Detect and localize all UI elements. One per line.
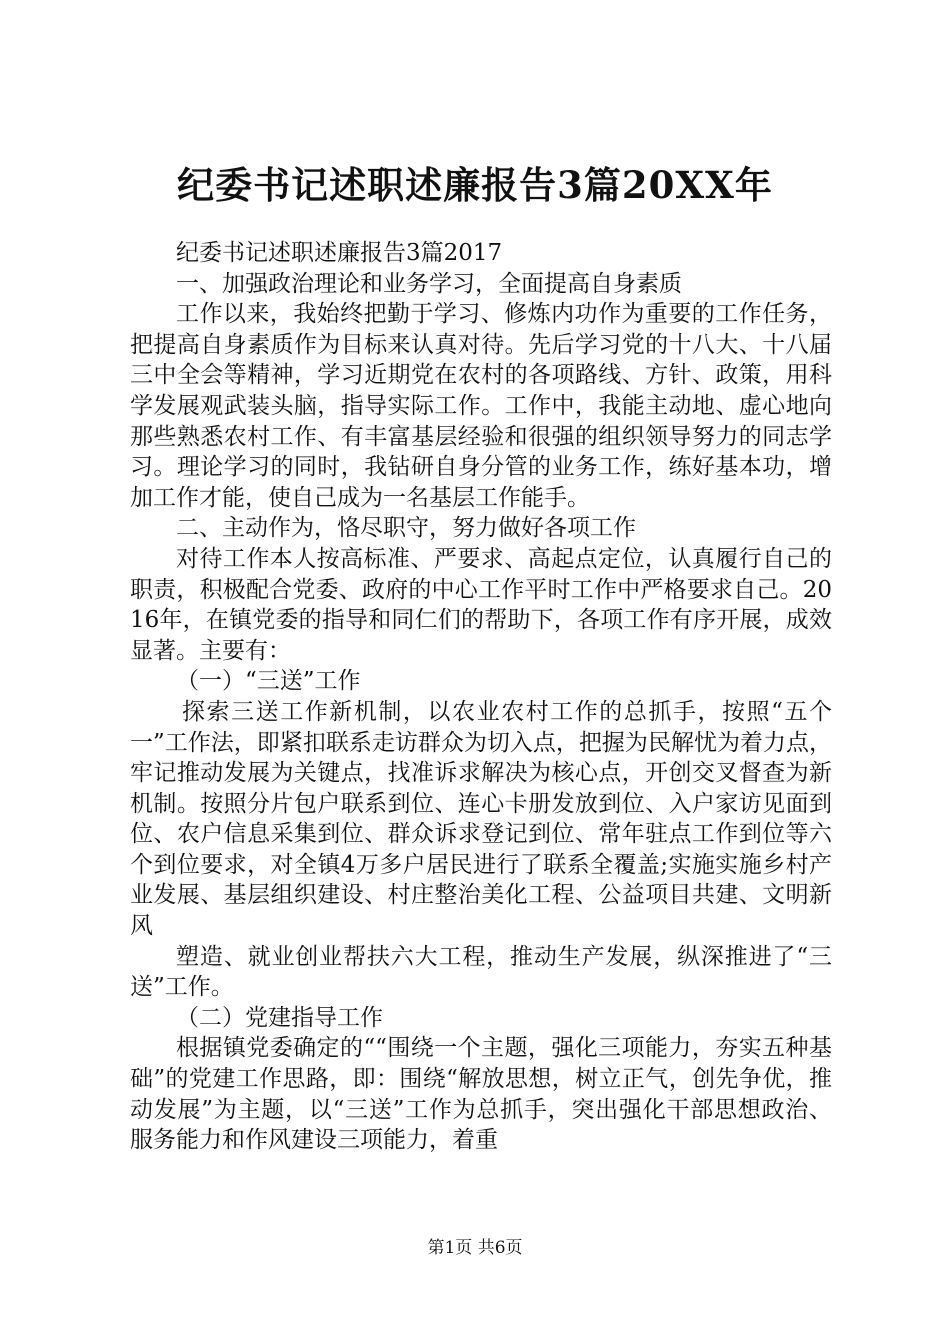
paragraph: 根据镇党委确定的““围绕一个主题，强化三项能力，夯实五种基础”的党建工作思路，即：围绕“解放思想，树立正气，创先争优，推动发展”为主题，以“三送”工作为总抓手，突出强化干部思想政治、服务能力和作风建设三项能力，着重 (130, 1035, 832, 1154)
document-title: 纪委书记述职述廉报告3篇20XX年 (177, 163, 773, 207)
section-heading-2: 二、主动作为，恪尽职守，努力做好各项工作 (176, 515, 636, 542)
paragraph: 塑造、就业创业帮扶六大工程，推动生产发展，纵深推进了“三送”工作。 (130, 943, 832, 1001)
section-heading-1: 一、加强政治理论和业务学习，全面提高自身素质 (176, 270, 682, 297)
paragraph: 探索三送工作新机制，以农业农村工作的总抓手，按照“五个一”工作法，即紧扣联系走访群众为切入点，把握为民解忧为着力点，牢记推动发展为关键点，找准诉求解决为核心点，开创交叉督查为新机制。按照分片包户联系到位、连心卡册发放到位、入户家访见面到位、农户信息采集到位、群众诉求登记到位、常年驻点工作到位等六个到位要求，对全镇4万多户居民进行了联系全覆盖;实施实施乡村产业发展、基层组织建设、村庄整治美化工程、公益项目共建、文明新风 (130, 698, 832, 940)
paragraph: 工作以来，我始终把勤于学习、修炼内功作为重要的工作任务，把提高自身素质作为目标来认真对待。先后学习党的十八大、十八届三中全会等精神，学习近期党在农村的各项路线、方针、政策，用科学发展观武装头脑，指导实际工作。工作中，我能主动地、虚心地向那些熟悉农村工作、有丰富基层经验和很强的组织领导努力的同志学习。理论学习的同时，我钻研自身分管的业务工作，练好基本功，增加工作才能，使自己成为一名基层工作能手。 (130, 301, 832, 511)
paragraph: 对待工作本人按高标准、严要求、高起点定位，认真履行自己的职责，积极配合党委、政府的中心工作平时工作中严格要求自己。2016年，在镇党委的指导和同仁们的帮助下，各项工作有序开展，成效显著。主要有： (130, 545, 832, 664)
document-body (130, 238, 832, 1156)
paragraph-subtitle: 纪委书记述职述廉报告3篇2017 (176, 240, 503, 266)
subsection-heading-1: （一）“三送”工作 (176, 668, 361, 695)
subsection-heading-2: （二）党建指导工作 (176, 1004, 383, 1031)
page-footer: 第1页 共6页 (427, 1238, 523, 1258)
